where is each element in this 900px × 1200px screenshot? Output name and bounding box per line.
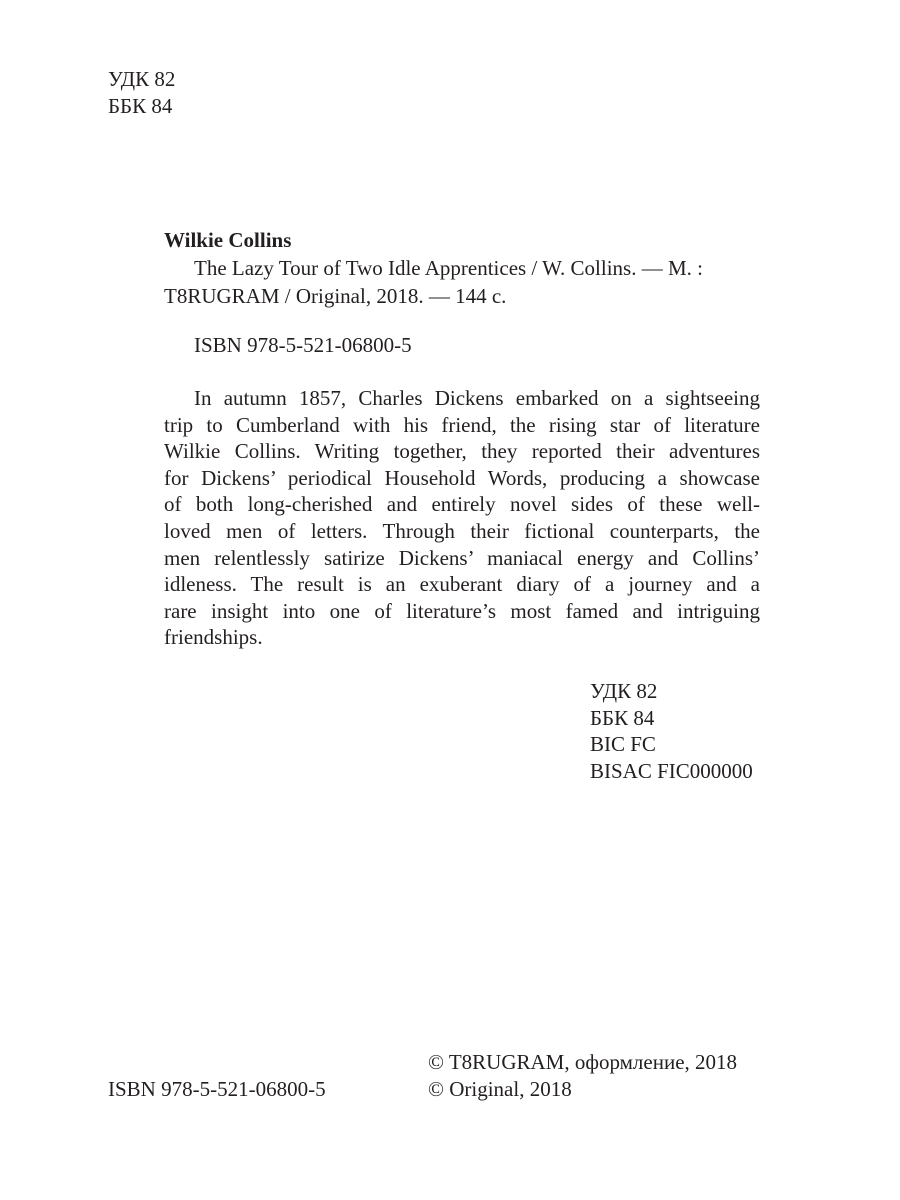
isbn-bottom: ISBN 978-5-521-06800-5: [108, 1077, 326, 1101]
abstract-line: Wilkie Collins. Writing together, they reported their adventures: [164, 439, 760, 464]
abstract-line: In autumn 1857, Charles Dickens embarked on a sightseeing: [194, 386, 760, 410]
abstract-line: friendships.: [164, 625, 263, 650]
abstract-line: loved men of letters. Through their fictional counterparts, the: [164, 518, 760, 543]
abstract-line: rare insight into one of literature’s most famed and intriguing: [164, 598, 760, 623]
top-bbk-code: ББК 84: [108, 94, 173, 118]
bbk-code: ББК 84: [590, 705, 655, 730]
classification-codes: [590, 678, 753, 784]
isbn-main: ISBN 978-5-521-06800-5: [194, 333, 412, 357]
copyright-notices: [428, 1049, 737, 1103]
copyright-original: © Original, 2018: [428, 1077, 572, 1101]
abstract-line: of both long-cherished and entirely novel sides of these well-: [164, 492, 760, 517]
abstract-line: for Dickens’ periodical Household Words, producing a showcase: [164, 465, 760, 490]
author-name: Wilkie Collins: [164, 228, 292, 252]
top-classification-codes: [108, 66, 175, 120]
copyright-design: © T8RUGRAM, оформление, 2018: [428, 1050, 738, 1074]
abstract-line: trip to Cumberland with his friend, the rising star of literature: [164, 412, 760, 437]
abstract-line: men relentlessly satirize Dickens’ maniacal energy and Collins’: [164, 545, 760, 570]
bic-code: BIC FC: [590, 732, 656, 756]
publisher-line: T8RUGRAM / Original, 2018. — 144 c.: [164, 284, 507, 308]
udk-code: УДК 82: [590, 679, 658, 703]
isbn-footer: [108, 1076, 326, 1103]
bibliographic-record: [164, 226, 764, 310]
top-udk-code: УДК 82: [108, 67, 176, 91]
bisac-code: BISAC FIC000000: [590, 758, 753, 783]
abstract-paragraph: [164, 385, 760, 651]
isbn-record: [194, 331, 412, 359]
title-line: The Lazy Tour of Two Idle Apprentices / W. Collins. — M. :: [194, 256, 703, 280]
abstract-line: idleness. The result is an exuberant diary of a journey and a: [164, 572, 760, 597]
